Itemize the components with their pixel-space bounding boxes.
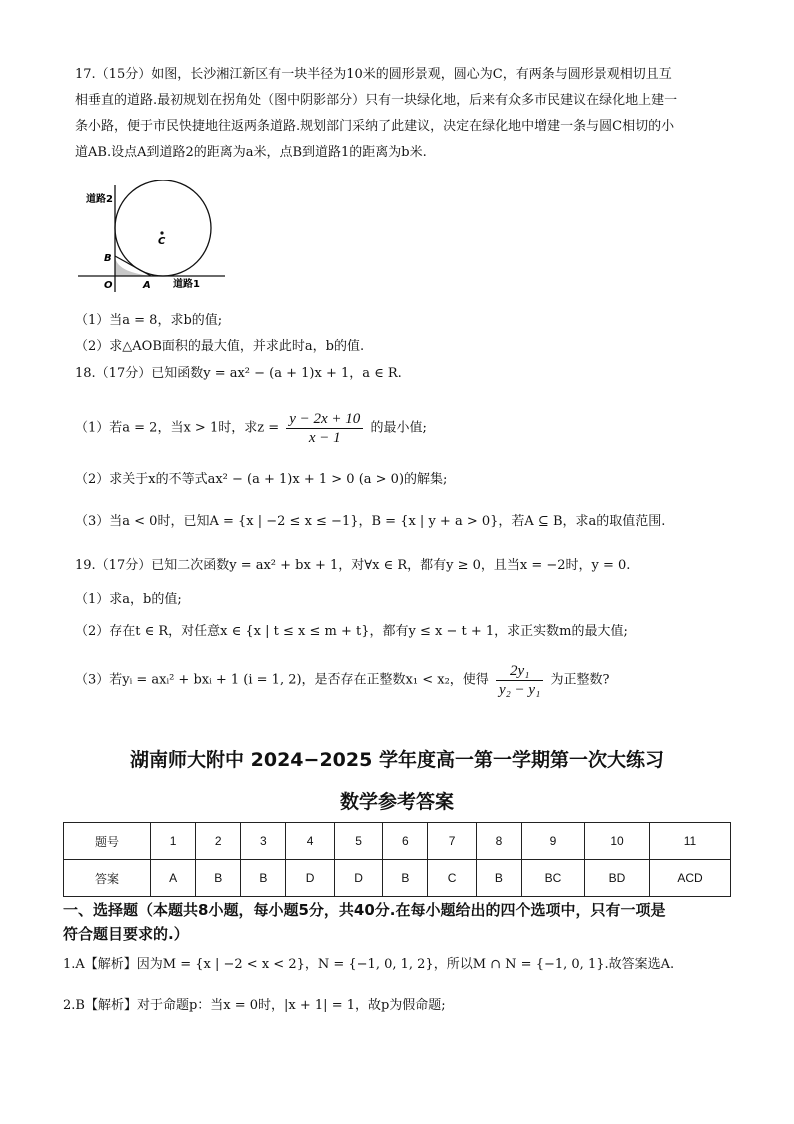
number-cell: 10 bbox=[585, 823, 650, 860]
answer-cell: A bbox=[151, 860, 196, 897]
label-road1: 道路1 bbox=[173, 279, 200, 290]
number-cell: 6 bbox=[383, 823, 428, 860]
q17-line-4: 道AB.设点A到道路2的距离为a米，点B到道路1的距离为b米. bbox=[75, 145, 427, 160]
section-heading bbox=[63, 898, 733, 946]
number-cell: 9 bbox=[522, 823, 585, 860]
q17-paragraph bbox=[75, 62, 725, 166]
circle-c bbox=[115, 180, 211, 276]
label-road2: 道路2 bbox=[86, 194, 113, 205]
q18-frac-den: x − 1 bbox=[308, 430, 341, 446]
q17-line-2: 相垂直的道路.最初规划在拐角处（图中阴影部分）只有一块绿化地，后来有众多市民建议在绿化地上建一 bbox=[75, 93, 678, 108]
q19-frac-num: 2y₁ bbox=[496, 662, 543, 681]
answer-cell: C bbox=[428, 860, 476, 897]
number-cell: 11 bbox=[650, 823, 731, 860]
q19-sub3 bbox=[75, 662, 609, 699]
answer-cell: B bbox=[241, 860, 286, 897]
solution-1: 1.A【解析】因为M = {x | −2 < x < 2}，N = {−1, 0, 1, 2}，所以M ∩ N = {−1, 0, 1}.故答案选A. bbox=[63, 957, 675, 972]
q17-line-1: 17.（15分）如图，长沙湘江新区有一块半径为10米的圆形景观，圆心为C，有两条与圆形景观相切且互 bbox=[75, 67, 672, 82]
q18-sub1-post: 的最小值; bbox=[370, 420, 427, 436]
answer-cell: D bbox=[286, 860, 334, 897]
q19-sub2: （2）存在t ∈ R，对任意x ∈ {x | t ≤ x ≤ m + t}，都有y ≤ x − t + 1，求正实数m的最大值; bbox=[75, 624, 628, 639]
table-row-numbers bbox=[64, 823, 731, 860]
number-cell: 8 bbox=[476, 823, 521, 860]
q18-frac-num: y − 2x + 10 bbox=[286, 410, 363, 429]
section-heading-line-1: 一、选择题（本题共8小题，每小题5分，共40分.在每小题给出的四个选项中，只有一项是 bbox=[63, 901, 666, 919]
number-cell: 4 bbox=[286, 823, 334, 860]
number-cell: 5 bbox=[334, 823, 382, 860]
q19-sub3-pre: （3）若yᵢ = axᵢ² + bxᵢ + 1 (i = 1, 2)，是否存在正整数x₁ < x₂，使得 bbox=[75, 672, 489, 688]
number-cell: 1 bbox=[151, 823, 196, 860]
answer-table bbox=[63, 822, 731, 897]
q18-sub3: （3）当a < 0时，已知A = {x | −2 ≤ x ≤ −1}，B = {x | y + a > 0}，若A ⊆ B，求a的取值范围. bbox=[75, 514, 666, 529]
row-label-answer: 答案 bbox=[64, 860, 151, 897]
label-b: B bbox=[104, 253, 112, 264]
q19-fraction bbox=[496, 662, 543, 699]
q19-stem: 19.（17分）已知二次函数y = ax² + bx + 1，对∀x ∈ R，都有y ≥ 0，且当x = −2时，y = 0. bbox=[75, 558, 631, 573]
q18-sub2: （2）求关于x的不等式ax² − (a + 1)x + 1 > 0 (a > 0)的解集; bbox=[75, 472, 448, 487]
answer-key-title: 湖南师大附中 2024−2025 学年度高一第一学期第一次大练习 bbox=[130, 749, 664, 771]
answer-cell: B bbox=[196, 860, 241, 897]
q18-sub1-pre: （1）若a = 2，当x > 1时，求z = bbox=[75, 420, 280, 436]
q17-figure bbox=[75, 180, 235, 295]
q18-fraction bbox=[286, 410, 363, 447]
q17-line-3: 条小路，便于市民快捷地往返两条道路.规划部门采纳了此建议，决定在绿化地中增建一条与圆C相切的小 bbox=[75, 119, 675, 134]
q19-sub1: （1）求a，b的值; bbox=[75, 592, 182, 607]
number-cell: 7 bbox=[428, 823, 476, 860]
table-row-answers bbox=[64, 860, 731, 897]
label-a: A bbox=[143, 280, 151, 291]
q19-sub3-post: 为正整数? bbox=[550, 672, 610, 688]
center-dot bbox=[160, 231, 163, 234]
answer-cell: B bbox=[476, 860, 521, 897]
answer-cell: ACD bbox=[650, 860, 731, 897]
answer-key-subtitle: 数学参考答案 bbox=[339, 791, 454, 813]
answer-cell: D bbox=[334, 860, 382, 897]
q17-sub1: （1）当a = 8，求b的值; bbox=[75, 313, 223, 328]
solution-2: 2.B【解析】对于命题p：当x = 0时，|x + 1| = 1，故p为假命题; bbox=[63, 998, 446, 1013]
q18-sub1 bbox=[75, 410, 427, 447]
answer-cell: BD bbox=[585, 860, 650, 897]
row-label-number: 题号 bbox=[64, 823, 151, 860]
number-cell: 2 bbox=[196, 823, 241, 860]
q19-frac-den: y₂ − y₁ bbox=[498, 682, 541, 698]
q18-stem: 18.（17分）已知函数y = ax² − (a + 1)x + 1，a ∈ R. bbox=[75, 366, 402, 381]
number-cell: 3 bbox=[241, 823, 286, 860]
q17-sub2: （2）求△AOB面积的最大值，并求此时a，b的值. bbox=[75, 339, 365, 354]
section-heading-line-2: 符合题目要求的.） bbox=[63, 925, 189, 943]
label-c: C bbox=[158, 236, 166, 247]
answer-cell: BC bbox=[522, 860, 585, 897]
label-o: O bbox=[104, 280, 113, 291]
answer-cell: B bbox=[383, 860, 428, 897]
